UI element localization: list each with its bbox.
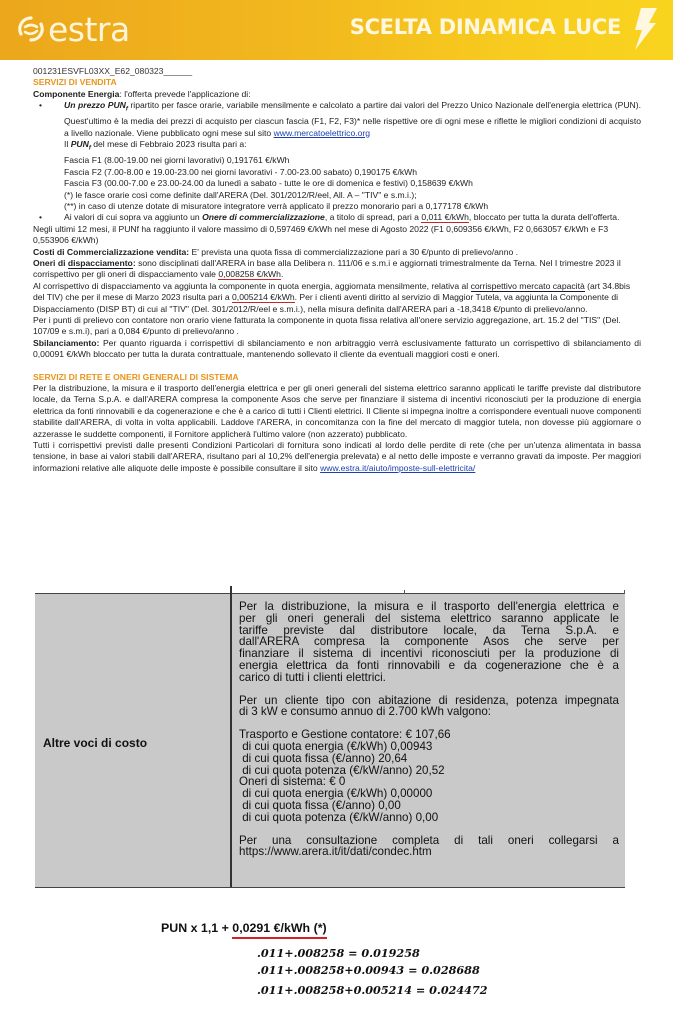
- max-pun-text: Negli ultimi 12 mesi, il PUNf ha raggiunto il valore massimo di 0,597469 €/kWh nel mese di Agosto 2022 (F1 0,609356 €/kWh, F2 0,663057 €/kWh e F3 0,553906 €/kWh): [33, 223, 609, 246]
- costi-commercializzazione: Costi di Commercializzazione vendita: E' prevista una quota fissa di commercializzazione pari a 30 €/punto di prelievo/anno .: [33, 246, 519, 257]
- trasporto-total: Trasporto e Gestione contatore: € 107,66: [239, 728, 451, 742]
- estra-swirl-icon: [16, 14, 46, 44]
- note-fasce: (*) le fasce orarie così come definite dall'ARERA (Del. 301/2012/R/eel, All. A – "TIV" e s.m.i.);: [64, 189, 417, 200]
- table-label-cell: [35, 594, 230, 887]
- bullet-pun: • Un prezzo $PUN_f$ ripartito per fasce orarie, variabile mensilmente e calcolato a partire dai valori del Prezzo Unico Nazionale dell'energia elettrica (PUN). Quest'ultimo è la media dei prezzi di acquisto per ciascun fascia (F1, F2, F3)* nelle rispettive ore di ogni mese e riflette le migliori condizioni di acquisto a livello nazionale. Viene pubblicato ogni mese sul sito www.mercatoelettrico.org: [39, 100, 641, 138]
- document-code: 001231ESVFL03XX_E62_080323______: [33, 66, 193, 76]
- calculation-3: .011+.008258+0.005214 = 0.024472: [257, 983, 488, 997]
- rete-text: Per la distribuzione, la misura e il trasporto dell'energia elettrica e per gli oneri generali del sistema elettrico saranno applicati le tariffe previste dal distributore locale, da Terna S.p.A. e dall'ARERA compresa la componente Asos che serve per finanziare il sistema di incentivi riconosciuti per la produzione di energia elettrica da fonti rinnovabili e da cogenerazione e che è a carico di tutti i Clienti elettrici. Il Cliente si impegna inoltre a corrispondere eventuali nuove componenti stabilite dall'ARERA, di volta in volta applicabili. Laddove l'ARERA, in concomitanza con la fine del mercato di maggior tutela, non dovesse più aggiornare o azzerasse le suddette componenti, il Fornitore applicherà l'ultimo valore (non azzerato) pubblicato.: [33, 383, 641, 439]
- imposte-link[interactable]: www.estra.it/aiuto/imposte-sull-elettricita/: [320, 462, 476, 473]
- fascia-f3: Fascia F3 (00.00-7.00 e 23.00-24.00 da lunedì a sabato - tutte le ore di domenica e festivi) 0,158639 €/kWh: [64, 178, 473, 189]
- note-monorario: (**) in caso di utenze dotate di misuratore integratore verrà applicato il prezzo monorario pari a 0,177178 €/kWh: [64, 200, 489, 211]
- bullet-icon: •: [39, 100, 43, 111]
- aggregazione-text: Per i punti di prelievo con contatore non orario viene fatturata la componente in quota fissa relativa all'onere servizio aggregazione, art. 15.2 del "TIS" (Del. 107/09 e s.m.i), pari a 0,084 €/punto di prelievo/anno .: [33, 314, 621, 337]
- estra-logo: [16, 9, 130, 49]
- oneri-sistema-total: Oneri di sistema: € 0: [239, 775, 346, 789]
- formula-underlined-value: 0,0291 €/kWh (*): [232, 921, 326, 939]
- pun-formula: PUN x 1,1 + 0,0291 €/kWh (*): [161, 921, 327, 939]
- calculation-1: .011+.008258 = 0.019258: [257, 946, 420, 960]
- lightning-bolt-icon: [627, 6, 659, 52]
- offer-conditions-document: [33, 66, 641, 474]
- arera-link[interactable]: https://www.arera.it/it/dati/condec.htm: [239, 845, 432, 859]
- fascia-f1: Fascia F1 (8.00-19.00 nei giorni lavorativi) 0,191761 €/kWh: [64, 155, 290, 166]
- offer-title: SCELTA DINAMICA LUCE: [349, 15, 621, 39]
- dispacciamento-value: 0,008258 €/kWh: [218, 269, 281, 280]
- mercatoelettrico-link[interactable]: www.mercatoelettrico.org: [273, 127, 371, 138]
- sbilanciamento: Sbilanciamento: Per quanto riguarda i corrispettivi di sbilanciamento e non arbitraggio verrà esclusivamente fatturato un corrispettivo di sbilanciamento di 0,00091 €/kWh bloccato per tutta la durata contrattuale, mantenendo sollevato il cliente da eventuali maggiori costi e oneri.: [33, 337, 641, 360]
- bullet-icon: •: [39, 212, 43, 223]
- capacita-value: 0,005214 €/kWh: [232, 292, 295, 303]
- table-value-cell: Per la distribuzione, la misura e il trasporto dell'energia elettrica e per gli oneri generali del sistema elettrico saranno applicate le tariffe previste dal distributore locale, da Terna S.p.A. e dall'ARERA compresa la componente Asos che serve per finanziare il sistema di incentivi riconosciuti per la produzione di energia elettrica da fonti rinnovabili e da cogenerazione che è a carico di tutti i clienti elettrici. Per un cliente tipo con abitazione di residenza, potenza impegnata di 3 kW e consumo annuo di 2.700 kWh valgono: Trasporto e Gestione contatore: € 107,66 di cui quota energia (€/kWh) 0,00943 di cui quota fissa (€/anno) 20,64 di cui quota potenza (€/kW/anno) 20,52 Oneri di sistema: € 0 di cui quota energia (€/kWh) 0,00000 di cui quota fissa (€/anno) 0,00 di cui quota potenza (€/kW/anno) 0,00 Per una consultazione completa di tali oneri collegarsi a https://www.arera.it/it/dati/condec.htm: [239, 600, 619, 859]
- corrispettivo-capacita: Al corrispettivo di dispacciamento va aggiunta la componente in quota energia, aggiornata mensilmente, relativa al corrispettivo mercato capacità (art 34.8bis del TIV) che per il mese di Marzo 2023 risulta pari a 0,005214 €/kWh. Per i clienti aventi diritto al servizio di Maggior Tutela, va aggiunta la Componente di Dispacciamento (DISP BT) di cui al "TIV" (Del. 301/2012/R/eel e s.m.i.), nella misura definita dall'ARERA pari a -18,3418 €/punto di prelievo/anno.: [33, 280, 631, 314]
- componente-energia-label: Componente Energia: [33, 88, 120, 99]
- column-divider: [230, 586, 232, 887]
- section-title-vendita: SERVIZI DI VENDITA: [33, 77, 117, 88]
- logo-text: estra: [48, 9, 130, 49]
- bullet-commercializzazione: • Ai valori di cui sopra va aggiunto un Onere di commercializzazione, a titolo di spread, pari a 0,011 €/kWh, bloccato per tutta la durata dell'offerta.: [39, 212, 620, 223]
- perdite-text: Tutti i corrispettivi previsti dalle presenti Condizioni Particolari di fornitura sono indicati al lordo delle perdite di rete (che per un'utenza alimentata in bassa tensione, in base ai valori stabili dall'ARERA, risultano pari al 10,2% dell'energia prelevata) e al netto delle imposte e verranno gravati da imposte. Per maggiori informazioni relative alle aliquote delle imposte è possibile consultare il sito www.estra.it/aiuto/imposte-sull-elettricita/: [33, 440, 641, 473]
- brand-header: [0, 0, 673, 60]
- oneri-dispacciamento: Oneri di dispacciamento: sono disciplinati dall'ARERA in base alla Delibera n. 111/06 e s.m.i e aggiornati trimestralmente da Terna. Nel I trimestre 2023 il corrispettivo per gli oneri di dispacciamento vale 0,008258 €/kWh.: [33, 257, 621, 280]
- pun-month-line: Il $PUN_f$ del mese di Febbraio 2023 risulta pari a:: [64, 139, 247, 152]
- componente-energia-line: Componente Energia: l'offerta prevede l'applicazione di:: [33, 88, 251, 99]
- table-row-label: Altre voci di costo: [43, 736, 148, 750]
- section-title-rete: SERVIZI DI RETE E ONERI GENERALI DI SISTEMA: [33, 371, 239, 382]
- spread-value: 0,011 €/kWh: [421, 212, 469, 223]
- fascia-f2: Fascia F2 (7.00-8.00 e 19.00-23.00 nei giorni lavorativi - 7.00-23.00 sabato) 0,190175 €/kWh: [64, 166, 418, 177]
- calculation-2: .011+.008258+0.00943 = 0.028688: [257, 963, 480, 977]
- altre-voci-di-costo-table: [35, 593, 625, 888]
